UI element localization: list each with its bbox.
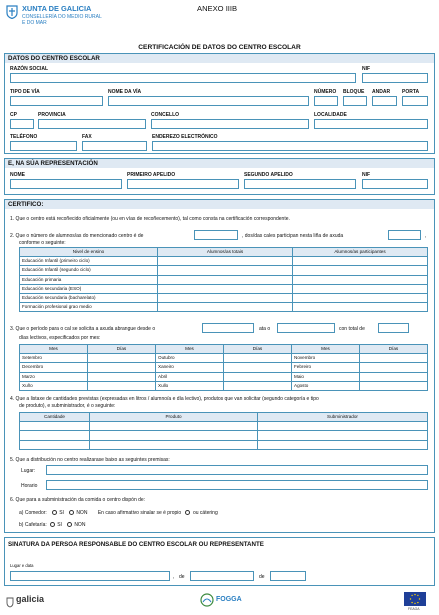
horario-field[interactable] [46,480,428,490]
cafeteria-row [19,522,85,528]
participants-cell[interactable] [293,293,428,302]
comedor-label: a) Comedor: [19,510,47,516]
certify-item-6: 6. Que para a subministración da comida o centro dispón de: [10,497,146,503]
months-header-month: Mes [292,345,360,354]
place-field[interactable] [10,571,170,581]
certify-item-2a: 2. Que o número de alumnos/as do mencionado centro é de [10,233,144,239]
comedor-si-label: SI [59,510,64,516]
months-row [20,381,428,390]
months-header-month: Mes [20,345,88,354]
doc-title: CERTIFICACIÓN DE DATOS DO CENTRO ESCOLAR [138,44,301,51]
months-header-days: Días [88,345,156,354]
supplier-cell[interactable] [258,422,428,431]
month-name: Xaneiro [156,363,224,372]
cp-label: CP [10,112,17,118]
propio-radio[interactable] [185,510,190,515]
certify-item-3d: días lectivos, especificados por mes: [19,335,101,341]
razon-social-field[interactable] [10,73,356,83]
annex-label: ANEXO IIIB [197,4,238,13]
month-days-cell[interactable] [88,372,156,381]
month-days-cell[interactable] [360,363,428,372]
total-cell[interactable] [158,257,293,266]
participant-students-field[interactable] [388,230,421,240]
products-header-supplier: Subministrador [258,413,428,422]
certify-item-3a: 3. Que o período para o cal se solicita a axuda abrangue desde o [10,326,156,332]
participants-cell[interactable] [293,266,428,275]
rep-nome-field[interactable] [10,179,122,189]
fogga-logo-text: FOGGA [216,596,242,603]
levels-row [20,266,428,275]
affirmative-label: En caso afirmativo sinalar se é propio [97,510,182,516]
month-name: Maio [292,372,360,381]
participants-cell[interactable] [293,303,428,312]
months-header-days: Días [224,345,292,354]
school-section-title: DATOS DO CENTRO ESCOLAR [8,55,100,62]
products-header-quantity: Cantidade [20,413,90,422]
bloque-label: BLOQUE [343,89,365,95]
total-cell[interactable] [158,266,293,275]
level-name: Educación secundaria (bacharelato) [20,293,158,302]
month-days-cell[interactable] [360,372,428,381]
month-name: Novembro [292,354,360,363]
telefono-label: TELÉFONO [10,134,38,140]
porta-field[interactable] [402,96,428,106]
participants-cell[interactable] [293,275,428,284]
month-days-cell[interactable] [360,381,428,390]
rep-segundo-apelido-label: SEGUNDO APELIDO [244,172,293,178]
nome-via-field[interactable] [108,96,309,106]
certify-item-4a: 4. Que a listaxe de cantidades previstas (expresadas en litros / alumno/a e día lectivo), produtos que van solicitar (segundo categoría e tipo [10,396,319,402]
rep-primeiro-apelido-field[interactable] [127,179,239,189]
lugar-label: Lugar: [21,468,36,474]
month-field[interactable] [190,571,254,581]
dept-line-1: CONSELLERÍA DO MEDIO RURAL [22,14,102,20]
total-cell[interactable] [158,303,293,312]
tipo-via-label: TIPO DE VÍA [10,89,40,95]
provincia-field[interactable] [38,119,146,129]
de-label-2: de [259,574,265,580]
org-name: XUNTA DE GALICIA [22,4,92,13]
fax-field[interactable] [82,141,147,151]
cafeteria-label: b) Cafetaría: [19,522,47,528]
email-label: ENDEREZO ELECTRÓNICO [152,134,218,140]
month-days-cell[interactable] [88,354,156,363]
porta-label: PORTA [402,89,420,95]
rep-segundo-apelido-field[interactable] [244,179,356,189]
supplier-cell[interactable] [258,440,428,449]
eu-caption: FEAGA [408,607,420,611]
xunta-logo-icon [6,5,18,19]
month-days-cell[interactable] [360,354,428,363]
telefono-field[interactable] [10,141,77,151]
andar-field[interactable] [372,96,397,106]
certify-item-4b: de produto), e subministrador, é o seguinte: [19,403,116,409]
numero-label: NÚMERO [314,89,337,95]
certify-item-2b: , dos/das cales participan nesta liña de axuda [242,233,344,239]
certify-item-3b: ata o [259,326,271,332]
month-name: Agosto [292,381,360,390]
month-days-cell[interactable] [88,363,156,372]
month-name: Abril [156,372,224,381]
rep-nif-field[interactable] [362,179,428,189]
cafeteria-non-label: NON [74,522,86,528]
period-end-field[interactable] [277,323,335,333]
certify-item-5: 5. Que a distribución no centro realizarase baixo as seguintes premisas: [10,457,170,463]
product-cell[interactable] [90,440,258,449]
eu-flag-icon [404,592,426,606]
rep-section-title: E, NA SÚA REPRESENTACIÓN [8,160,98,167]
total-cell[interactable] [158,293,293,302]
month-name: Decembro [20,363,88,372]
month-days-cell[interactable] [224,372,292,381]
dept-line-2: E DO MAR [22,20,47,26]
school-nif-field[interactable] [362,73,428,83]
comedor-non-label: NON [76,510,88,516]
month-name: Marzo [20,372,88,381]
quantity-cell[interactable] [20,431,90,440]
month-days-cell[interactable] [224,354,292,363]
comedor-si-radio[interactable] [52,510,57,515]
products-row [20,422,428,431]
month-name: Febreiro [292,363,360,372]
fax-label: FAX [82,134,92,140]
place-date-label: Lugar e data [10,563,34,568]
months-table [19,344,428,391]
level-name: Formación profesional grao medio [20,303,158,312]
month-days-cell[interactable] [224,363,292,372]
certify-item-3c: con total de [339,326,365,332]
cafeteria-si-label: SI [57,522,62,528]
month-name: Setembro [20,354,88,363]
level-name: Educación secundaria (ESO) [20,284,158,293]
level-name: Educación Infantil (segundo ciclo) [20,266,158,275]
product-cell[interactable] [90,422,258,431]
cp-field[interactable] [10,119,34,129]
levels-row [20,303,428,312]
months-row [20,354,428,363]
de-label-1: de [179,574,185,580]
month-days-cell[interactable] [88,381,156,390]
place-comma: , [173,574,175,580]
email-field[interactable] [152,141,428,151]
products-row [20,440,428,449]
bloque-field[interactable] [343,96,367,106]
products-header-product: Produto [90,413,258,422]
total-days-field[interactable] [378,323,409,333]
tipo-via-field[interactable] [10,96,103,106]
cafeteria-si-radio[interactable] [50,522,55,527]
products-row [20,431,428,440]
levels-row [20,284,428,293]
month-name: Xullo [156,381,224,390]
school-nif-label: NIF [362,66,371,72]
lugar-field[interactable] [46,465,428,475]
certify-title: CERTIFICO: [8,201,44,208]
levels-header-total: Alumnos/as totais [158,248,293,257]
period-start-field[interactable] [202,323,254,333]
certify-item-1: 1. Que o centro está recoñecido oficialmente (ou en vías de recoñecemento), tal como consta na certificación correspondente. [10,216,290,222]
year-field[interactable] [270,571,306,581]
supplier-cell[interactable] [258,431,428,440]
catering-label: ou cátering [192,510,218,516]
comedor-non-radio[interactable] [69,510,74,515]
rep-nome-label: NOME [10,172,25,178]
levels-row [20,293,428,302]
signature-title: SINATURA DA PERSOA RESPONSABLE DO CENTRO ESCOLAR OU REPRESENTANTE [8,541,264,548]
header [0,0,439,34]
levels-row [20,257,428,266]
quantity-cell[interactable] [20,440,90,449]
rep-nif-label: NIF [362,172,371,178]
products-table [19,412,428,450]
rep-primeiro-apelido-label: PRIMEIRO APELIDO [127,172,176,178]
localidade-field[interactable] [314,119,428,129]
razon-social-label: RAZÓN SOCIAL [10,66,49,72]
numero-field[interactable] [314,96,338,106]
months-header-month: Mes [156,345,224,354]
comedor-row [19,510,218,516]
andar-label: ANDAR [372,89,391,95]
month-days-cell[interactable] [224,381,292,390]
certify-item-2c: , [425,233,427,239]
total-cell[interactable] [158,275,293,284]
concello-field[interactable] [151,119,309,129]
quantity-cell[interactable] [20,422,90,431]
horario-label: Horario [21,483,38,489]
month-name: Outubro [156,354,224,363]
level-name: Educación Infantil (primeiro ciclo) [20,257,158,266]
levels-header-participants: Alumnos/as participantes [293,248,428,257]
footer [0,590,439,615]
certify-item-2d: conforme o seguinte: [19,240,66,246]
total-cell[interactable] [158,284,293,293]
localidade-label: LOCALIDADE [314,112,347,118]
level-name: Educación primaria [20,275,158,284]
concello-label: CONCELLO [151,112,180,118]
participants-cell[interactable] [293,257,428,266]
levels-row [20,275,428,284]
product-cell[interactable] [90,431,258,440]
levels-table [19,247,428,312]
months-header-days: Días [360,345,428,354]
nome-via-label: NOME DA VÍA [108,89,142,95]
provincia-label: PROVINCIA [38,112,66,118]
months-row [20,372,428,381]
participants-cell[interactable] [293,284,428,293]
cafeteria-non-radio[interactable] [67,522,72,527]
months-row [20,363,428,372]
month-name: Xuño [20,381,88,390]
galicia-logo-text: galicia [16,594,45,604]
levels-header-level: Nivel de ensino [20,248,158,257]
fogga-logo-icon [200,593,214,607]
total-students-field[interactable] [194,230,238,240]
galicia-logo-icon [6,595,14,606]
